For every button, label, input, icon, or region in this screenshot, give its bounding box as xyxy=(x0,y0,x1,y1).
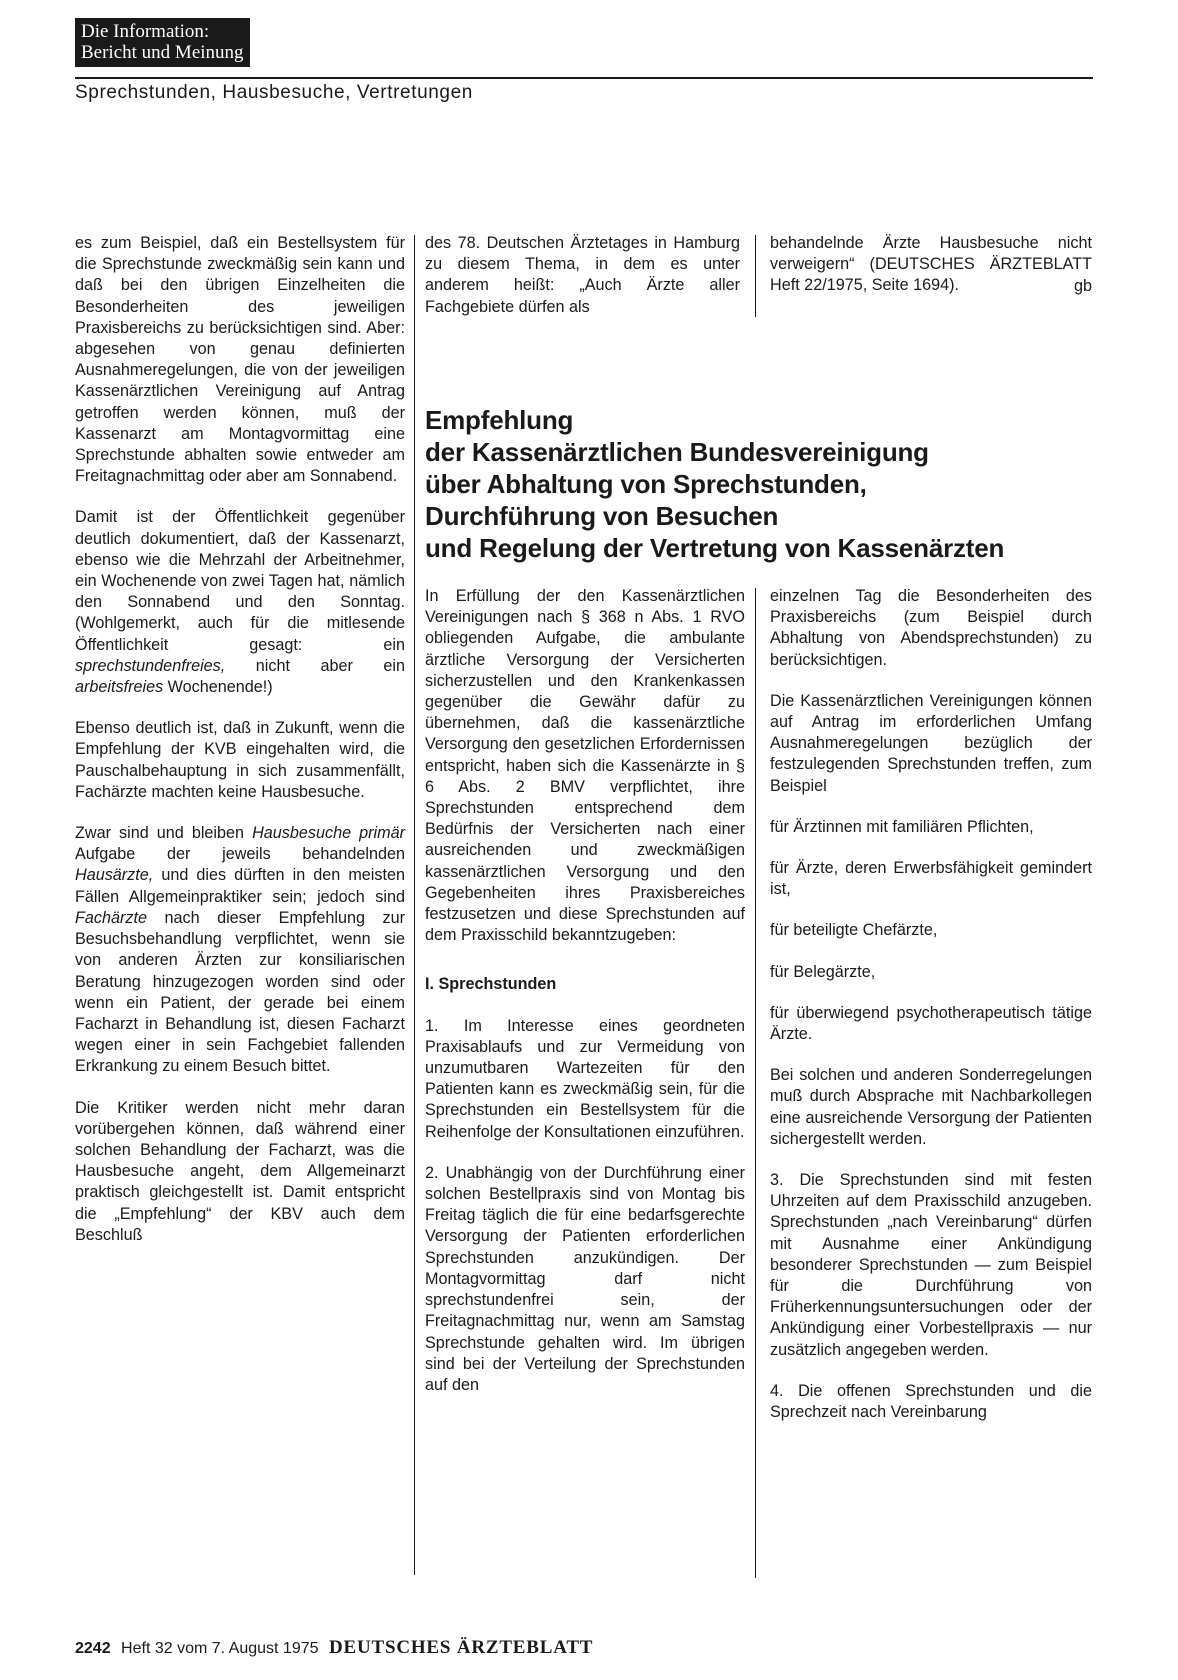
department-label-line2: Bericht und Meinung xyxy=(81,42,244,63)
col3-paragraph-3: Bei solchen und anderen Sonderregelungen muß durch Absprache mit Nachbarkollegen eine ausreichende Versorgung der Patienten sichergestellt werden. xyxy=(770,1066,1092,1148)
page-footer xyxy=(75,1637,593,1659)
col3-paragraph-2: Die Kassenärztlichen Vereinigungen können auf Antrag im erforderlichen Umfang Ausnahmeregelungen bezüglich der festzulegenden Sprechstunden treffen, zum Beispiel xyxy=(770,691,1092,795)
column-3-top xyxy=(770,233,1092,297)
col3-paragraph-5: 4. Die offenen Sprechstunden und die Sprechzeit nach Vereinbarung xyxy=(770,1381,1092,1422)
col2-paragraph-1: In Erfüllung der den Kassenärztlichen Vereinigungen nach § 368 n Abs. 1 RVO obliegenden Aufgabe, die ambulante ärztliche Versorgung der Versicherten sicherzustellen und den Krankenkassen gegenüber die Gewähr dafür zu übernehmen, daß die kassenärztliche Versorgung den gesetzlichen Erfordernissen entspricht, haben sich die Kassenärzte in § 6 Abs. 2 BMV verpflichtet, ihre Sprechstunden entsprechend dem Bedürfnis der Versicherten nach einer ausreichenden und zweckmäßigen kassenärztlichen Versorgung und den Gegebenheiten ihres Praxisbereiches festzusetzen und diese Sprechstunden auf dem Praxisschild bekanntzugeben: xyxy=(425,587,745,945)
author-initials: gb xyxy=(1073,276,1092,295)
col1-paragraph-1: es zum Beispiel, daß ein Bestellsystem für die Sprechstunde zweckmäßig sein kann und daß bei den übrigen Einzelheiten die Besonderheiten des jeweiligen Praxisbereichs zu berücksichtigen sind. Aber: abgesehen von genau definierten Ausnahmeregelungen, die von der jeweiligen Kassenärztlichen Vereinigung auf Antrag getroffen werden können, muß der Kassenarzt am Montagvormittag eine Sprechstunde abhalten sowie entweder am Freitagnachmittag oder aber am Sonnabend. xyxy=(75,234,405,486)
column-3 xyxy=(770,586,1092,1423)
section-title: Sprechstunden, Hausbesuche, Vertretungen xyxy=(75,82,473,103)
col1-paragraph-2: Damit ist der Öffentlichkeit gegenüber deutlich dokumentiert, daß der Kassenarzt, ebenso wie die Mehrzahl der Arbeitnehmer, ein Wochenende von zwei Tagen hat, nämlich den Sonnabend und den Sonntag. (Wohlgemerkt, auch für die mitlesende Öffentlichkeit gesagt: ein sprechstundenfreies, nicht aber ein arbeitsfreies Wochenende!) xyxy=(75,508,405,697)
col2-paragraph-3: 2. Unabhängig von der Durchführung einer solchen Bestellpraxis sind von Montag bis Freitag täglich die für eine bedarfsgerechte Versorgung der Patienten erforderlichen Sprechstunden anzukündigen. Der Montagvormittag darf nicht sprechstundenfrei sein, der Freitagnachmittag nur, wenn am Samstag Sprechstunde gehalten wird. Im übrigen sind bei der Verteilung der Sprechstunden auf den xyxy=(425,1163,745,1394)
column-1 xyxy=(75,233,405,1246)
column-2 xyxy=(425,586,745,1396)
col3-paragraph-1: einzelnen Tag die Besonderheiten des Praxisbereichs (zum Beispiel durch Abhaltung von Abendsprechstunden) zu berücksichtigen. xyxy=(770,587,1092,669)
col3-paragraph-4: 3. Die Sprechstunden sind mit festen Uhrzeiten auf dem Praxisschild anzugeben. Sprechstunden „nach Vereinbarung“ dürfen mit Ausnahme einer Ankündigung besonderer Sprechstunden — zum Beispiel für die Durchführung von Früherkennungsuntersuchungen oder der Ankündigung einer Vorbestellpraxis — nur zusätzlich angegeben werden. xyxy=(770,1171,1092,1359)
column-rule-2-top xyxy=(755,235,756,317)
page-number: 2242 xyxy=(75,1640,111,1657)
col3-top-paragraph: behandelnde Ärzte Hausbesuche nicht verweigern“ (DEUTSCHES ÄRZTEBLATT Heft 22/1975, Seite 1694). xyxy=(770,234,1092,295)
col1-paragraph-4: Zwar sind und bleiben Hausbesuche primär Aufgabe der jeweils behandelnden Hausärzte, und dies dürften in den meisten Fällen Allgemeinpraktiker sein; jedoch sind Fachärzte nach dieser Empfehlung zur Besuchsbehandlung verpflichtet, wenn sie von anderen Ärzten zur konsiliarischen Beratung hinzugezogen worden sind oder wenn ein Patient, der gerade bei einem Facharzt in Behandlung ist, diesen Facharzt wegen einer in sein Fachgebiet fallenden Erkrankung zu einem Besuch bittet. xyxy=(75,824,406,1076)
article-headline: Empfehlung der Kassenärztlichen Bundesvereinigung über Abhaltung von Sprechstunden, Durchführung von Besuchen und Regelung der Vertretung von Kassenärzten xyxy=(425,405,1005,563)
col1-paragraph-5: Die Kritiker werden nicht mehr daran vorübergehen können, daß während einer solchen Behandlung der Facharzt, was die Hausbesuche angeht, dem Allgemeinarzt praktisch gleichgestellt ist. Damit entspricht die „Empfehlung“ der KBV auch dem Beschluß xyxy=(75,1098,405,1244)
col1-paragraph-3: Ebenso deutlich ist, daß in Zukunft, wenn die Empfehlung der KVB eingehalten wird, die Pauschalbehauptung in sich zusammenfällt, Fachärzte machten keine Hausbesuche. xyxy=(75,719,405,801)
issue-info: Heft 32 vom 7. August 1975 xyxy=(121,1640,319,1657)
publication-name: DEUTSCHES ÄRZTEBLATT xyxy=(328,1637,594,1658)
col3-list-item-2: für Ärzte, deren Erwerbsfähigkeit gemindert ist, xyxy=(770,859,1092,899)
header-rule xyxy=(75,77,1093,79)
col3-list-item-3: für beteiligte Chefärzte, xyxy=(770,921,938,940)
col3-list-item-1: für Ärztinnen mit familiären Pflichten, xyxy=(770,817,1034,836)
col3-list-item-5: für überwiegend psychotherapeutisch tätige Ärzte. xyxy=(770,1003,1092,1044)
department-label xyxy=(75,18,250,67)
section-heading-sprechstunden: I. Sprechstunden xyxy=(425,975,557,994)
column-rule-2 xyxy=(755,588,756,1578)
col2-top-paragraph: des 78. Deutschen Ärztetages in Hamburg zu diesem Thema, in dem es unter anderem heißt: „Auch Ärzte aller Fachgebiete dürfen als xyxy=(425,234,740,316)
col3-list-item-4: für Belegärzte, xyxy=(770,962,876,981)
col2-paragraph-2: 1. Im Interesse eines geordneten Praxisablaufs und zur Vermeidung von unzumutbaren Wartezeiten für den Patienten kann es zweckmäßig sein, für die Sprechstunden ein Bestellsystem für die Reihenfolge der Konsultationen einzuführen. xyxy=(425,1016,745,1141)
column-2-top xyxy=(425,233,740,318)
column-rule-1 xyxy=(414,235,415,1575)
department-label-line1: Die Information: xyxy=(81,21,210,42)
